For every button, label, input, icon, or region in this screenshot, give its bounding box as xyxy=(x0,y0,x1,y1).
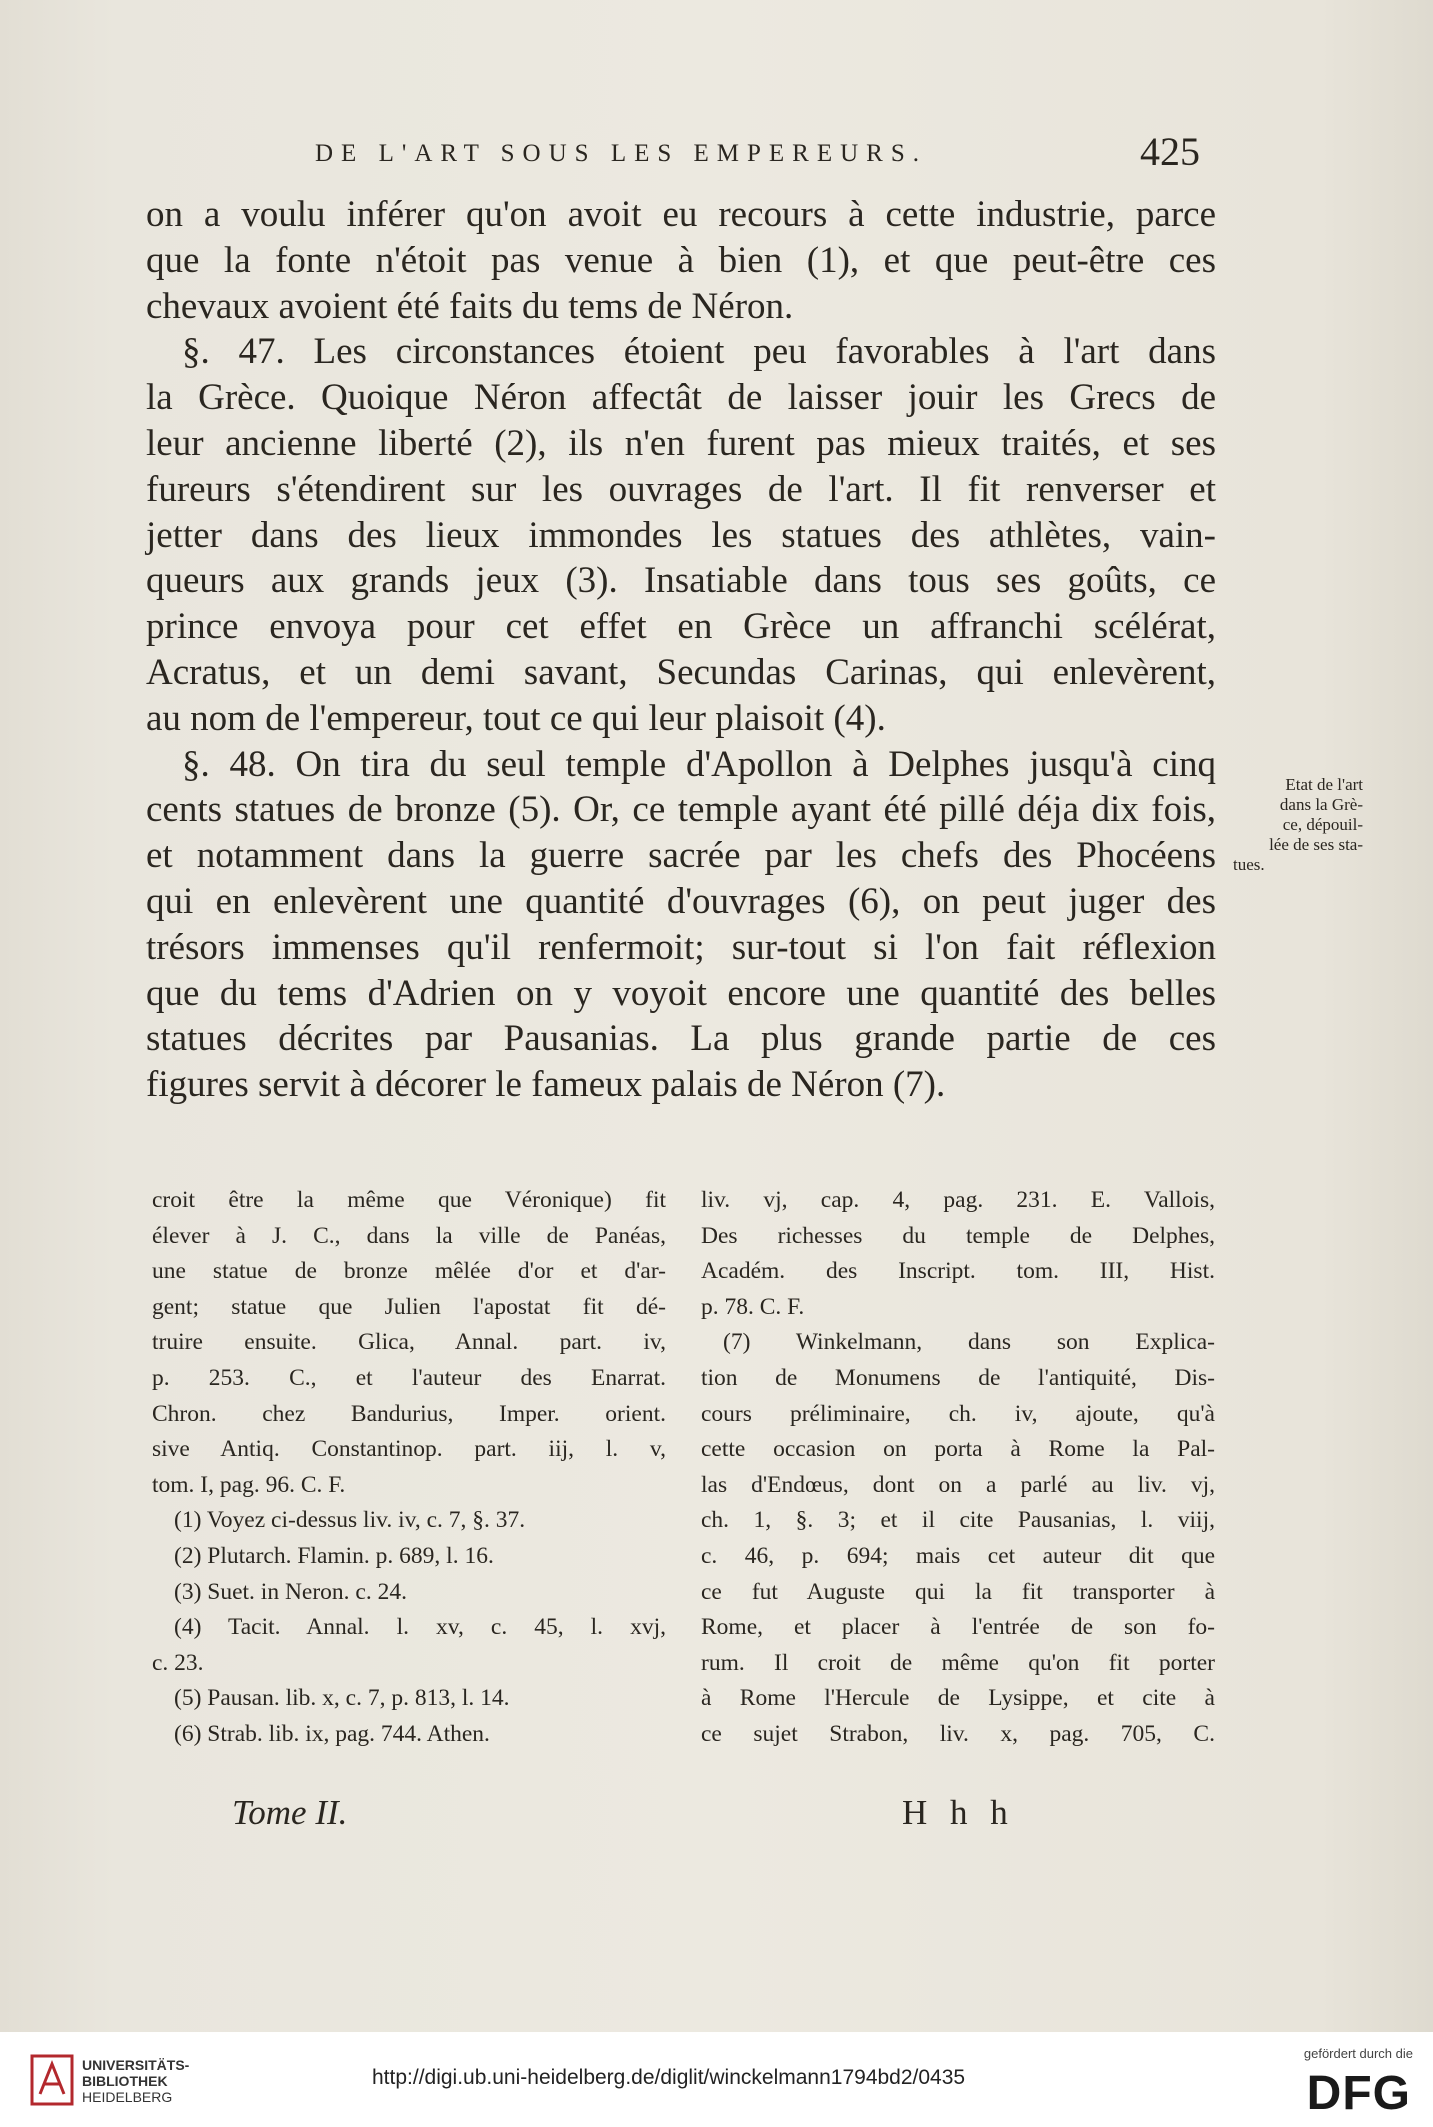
text-line: au nom de l'empereur, tout ce qui leur plaisoit (4). xyxy=(146,697,886,739)
footnote-line: (6) Strab. lib. ix, pag. 744. Athen. xyxy=(174,1720,490,1747)
footnote-line: (1) Voyez ci-dessus liv. iv, c. 7, §. 37. xyxy=(174,1507,526,1534)
footnote-line: Chron. chez Bandurius, Imper. orient. xyxy=(152,1400,666,1427)
text-line: trésors immenses qu'il renfermoit; sur-tout si l'on fait réflexion xyxy=(146,926,1216,968)
funded-by-label: gefördert durch die xyxy=(1303,2046,1413,2061)
page-number: 425 xyxy=(1140,129,1200,174)
text-line: queurs aux grands jeux (3). Insatiable dans tous ses goûts, ce xyxy=(146,560,1216,602)
footnote-line: ch. 1, §. 3; et il cite Pausanias, l. viij, xyxy=(701,1507,1215,1534)
footnote-line: à Rome l'Hercule de Lysippe, et cite à xyxy=(701,1685,1215,1712)
library-name-line: UNIVERSITÄTS- xyxy=(82,2057,190,2073)
footnote-line: Des richesses du temple de Delphes, xyxy=(701,1222,1215,1249)
text-line: fureurs s'étendirent sur les ouvrages de l'art. Il fit renverser et xyxy=(146,468,1216,510)
margin-note-line: dans la Grè- xyxy=(1279,795,1363,814)
footnote-line: ce fut Auguste qui la fit transporter à xyxy=(701,1578,1215,1605)
footnote-line: las d'Endœus, dont on a parlé au liv. vj, xyxy=(701,1471,1215,1498)
text-line: cents statues de bronze (5). Or, ce temple ayant été pillé déja dix fois, xyxy=(146,789,1216,831)
footnote-line: cette occasion on porta à Rome la Pal- xyxy=(701,1436,1215,1463)
footnote-line: c. 46, p. 694; mais cet auteur dit que xyxy=(701,1542,1215,1569)
footnotes-right-column xyxy=(701,1183,1215,1753)
library-name-line: BIBLIOTHEK xyxy=(82,2073,168,2089)
footnote-line: croit être la même que Véronique) fit xyxy=(152,1187,666,1213)
footnote-line: gent; statue que Julien l'apostat fit dé- xyxy=(152,1293,666,1320)
text-line: jetter dans des lieux immondes les statues des athlètes, vain- xyxy=(146,514,1216,556)
margin-note-line: lée de ses sta- xyxy=(1269,835,1363,854)
text-line: que du tems d'Adrien on y voyoit encore une quantité des belles xyxy=(146,972,1216,1014)
text-line: §. 48. On tira du seul temple d'Apollon à Delphes jusqu'à cinq xyxy=(182,743,1216,785)
text-line: chevaux avoient été faits du tems de Néron. xyxy=(146,285,794,327)
margin-note-line: tues. xyxy=(1233,855,1265,874)
footnote-line: une statue de bronze mêlée d'or et d'ar- xyxy=(152,1258,666,1285)
margin-note-line: Etat de l'art xyxy=(1285,775,1363,794)
footnote-line: c. 23. xyxy=(152,1649,204,1676)
footnote-line: Rome, et placer à l'entrée de son fo- xyxy=(701,1614,1215,1641)
university-library-logo-icon xyxy=(30,2054,74,2106)
text-line: Acratus, et un demi savant, Secundas Carinas, qui enlevèrent, xyxy=(146,651,1216,693)
main-text xyxy=(146,192,1216,1108)
text-line: figures servit à décorer le fameux palais de Néron (7). xyxy=(146,1064,946,1106)
library-name-line: HEIDELBERG xyxy=(82,2089,173,2105)
margin-note xyxy=(1233,775,1363,875)
footnote-line: (2) Plutarch. Flamin. p. 689, l. 16. xyxy=(174,1542,494,1569)
footnotes-left-column xyxy=(152,1183,666,1753)
footnote-line: liv. vj, cap. 4, pag. 231. E. Vallois, xyxy=(701,1187,1215,1213)
footnote-line: (3) Suet. in Neron. c. 24. xyxy=(174,1578,407,1605)
margin-note-line: ce, dépouil- xyxy=(1282,815,1363,834)
footnotes xyxy=(152,1183,1215,1753)
gathering-mark: H h h xyxy=(902,1793,1015,1832)
footnote-line: Académ. des Inscript. tom. III, Hist. xyxy=(701,1258,1215,1285)
text-line: on a voulu inférer qu'on avoit eu recours à cette industrie, parce xyxy=(146,194,1216,235)
footnote-line: (7) Winkelmann, dans son Explica- xyxy=(723,1329,1215,1356)
dfg-logo: DFG xyxy=(1306,2067,1411,2120)
volume-signature: Tome II. xyxy=(232,1793,348,1832)
text-line: et notamment dans la guerre sacrée par les chefs des Phocéens xyxy=(146,835,1216,877)
text-line: leur ancienne liberté (2), ils n'en furent pas mieux traités, et ses xyxy=(146,422,1216,464)
footnote-line: ce sujet Strabon, liv. x, pag. 705, C. xyxy=(701,1720,1215,1747)
text-line: §. 47. Les circonstances étoient peu favorables à l'art dans xyxy=(182,331,1216,373)
library-name xyxy=(82,2057,189,2105)
text-line: statues décrites par Pausanias. La plus grande partie de ces xyxy=(146,1018,1216,1060)
text-line: que la fonte n'étoit pas venue à bien (1), et que peut-être ces xyxy=(146,239,1216,281)
text-line: qui en enlevèrent une quantité d'ouvrages (6), on peut juger des xyxy=(146,880,1216,922)
footnote-line: rum. Il croit de même qu'on fit porter xyxy=(701,1649,1215,1676)
viewer-footer xyxy=(0,2032,1433,2127)
text-line: la Grèce. Quoique Néron affectât de laisser jouir les Grecs de xyxy=(146,377,1216,419)
footnote-line: tom. I, pag. 96. C. F. xyxy=(152,1471,346,1498)
footnote-line: (5) Pausan. lib. x, c. 7, p. 813, l. 14. xyxy=(174,1685,510,1712)
footnote-line: p. 253. C., et l'auteur des Enarrat. xyxy=(152,1364,666,1391)
footnote-line: (4) Tacit. Annal. l. xv, c. 45, l. xvj, xyxy=(174,1614,666,1641)
footnote-line: p. 78. C. F. xyxy=(701,1293,805,1320)
running-title: DE L'ART SOUS LES EMPEREURS. xyxy=(315,140,928,167)
footnote-line: sive Antiq. Constantinop. part. iij, l. v, xyxy=(152,1436,666,1463)
footnote-line: élever à J. C., dans la ville de Panéas, xyxy=(152,1222,666,1249)
permalink[interactable]: http://digi.ub.uni-heidelberg.de/diglit/winckelmann1794bd2/0435 xyxy=(372,2066,966,2089)
footnote-line: tion de Monumens de l'antiquité, Dis- xyxy=(701,1364,1215,1391)
footnote-line: cours préliminaire, ch. iv, ajoute, qu'à xyxy=(701,1400,1215,1427)
footnote-line: truire ensuite. Glica, Annal. part. iv, xyxy=(152,1329,666,1356)
text-line: prince envoya pour cet effet en Grèce un affranchi scélérat, xyxy=(146,606,1216,648)
